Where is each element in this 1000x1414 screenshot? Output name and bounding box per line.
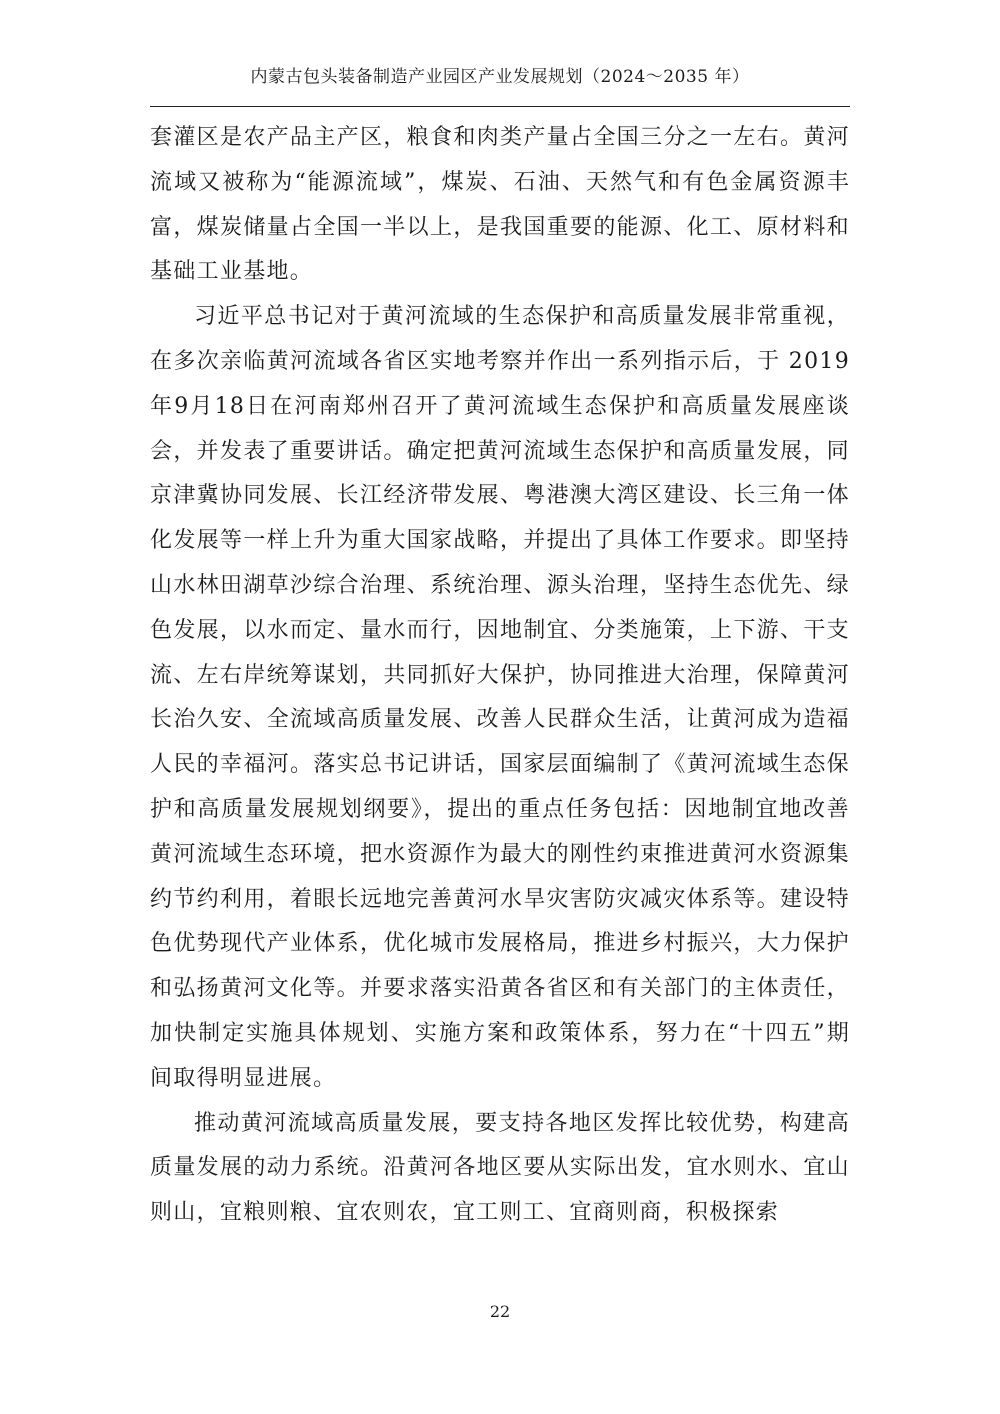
header-divider	[150, 106, 850, 107]
paragraph-1: 套灌区是农产品主产区，粮食和肉类产量占全国三分之一左右。黄河流域又被称为“能源流域”，煤炭、石油、天然气和有色金属资源丰富，煤炭储量占全国一半以上，是我国重要的能源、化工、原材料和基础工业基地。	[150, 125, 850, 285]
document-body	[150, 116, 850, 1236]
paragraph-3: 推动黄河流域高质量发展，要支持各地区发挥比较优势，构建高质量发展的动力系统。沿黄河各地区要从实际出发，宜水则水、宜山则山，宜粮则粮、宜农则农，宜工则工、宜商则商，积极探索	[150, 1110, 850, 1226]
page-number: 22	[489, 1302, 511, 1321]
page-header-title: 内蒙古包头装备制造产业园区产业发展规划（2024～2035 年）	[250, 67, 750, 87]
paragraph-2: 习近平总书记对于黄河流域的生态保护和高质量发展非常重视，在多次亲临黄河流域各省区实地考察并作出一系列指示后，于 2019年9月18日在河南郑州召开了黄河流域生态保护和高质量发展座谈会，并发表了重要讲话。确定把黄河流域生态保护和高质量发展，同京津冀协同发展、长江经济带发展、粤港澳大湾区建设、长三角一体化发展等一样上升为重大国家战略，并提出了具体工作要求。即坚持山水林田湖草沙综合治理、系统治理、源头治理，坚持生态优先、绿色发展，以水而定、量水而行，因地制宜、分类施策，上下游、干支流、左右岸统筹谋划，共同抓好大保护，协同推进大治理，保障黄河长治久安、全流域高质量发展、改善人民群众生活，让黄河成为造福人民的幸福河。落实总书记讲话，国家层面编制了《黄河流域生态保护和高质量发展规划纲要》，提出的重点任务包括：因地制宜地改善黄河流域生态环境，把水资源作为最大的刚性约束推进黄河水资源集约节约利用，着眼长远地完善黄河水旱灾害防灾减灾体系等。建设特色优势现代产业体系，优化城市发展格局，推进乡村振兴，大力保护和弘扬黄河文化等。并要求落实沿黄各省区和有关部门的主体责任，加快制定实施具体规划、实施方案和政策体系，努力在“十四五”期间取得明显进展。	[150, 304, 850, 1091]
